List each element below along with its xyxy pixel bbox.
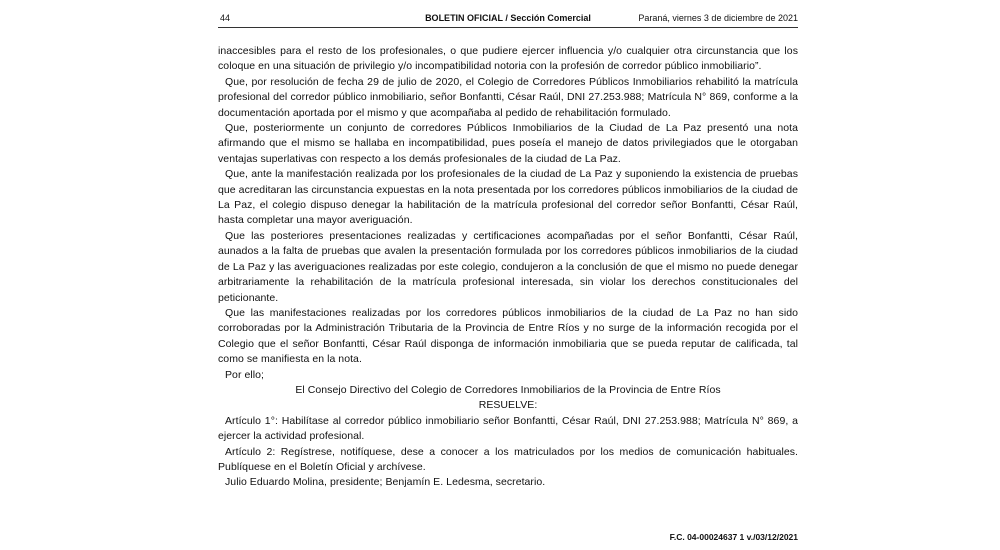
- header-rule: [218, 27, 798, 28]
- signatures: Julio Eduardo Molina, presidente; Benjamín E. Ledesma, secretario.: [225, 476, 546, 489]
- paragraph: inaccesibles para el resto de los profesionales, o que pudiere ejercer influencia y/o cualquier otra circunstancia que los coloque en una situación de privilegio y/o incompatibilidad notoria con la profesión de corredor público inmobiliario”.: [218, 45, 798, 73]
- council-heading: El Consejo Directivo del Colegio de Corredores Inmobiliarios de la Provincia de Entre Ríos: [295, 383, 721, 396]
- paragraph: Que, por resolución de fecha 29 de julio de 2020, el Colegio de Corredores Públicos Inmobiliarios rehabilitó la matrícula profesional del corredor público inmobiliario, señor Bonfantti, César Raúl, DNI 27.253.988; Matrícula N° 869, conforme a la documentación aportada por el mismo y que acompañaba al pedido de rehabilitación formulado.: [218, 75, 798, 119]
- paragraph: Por ello;: [225, 368, 264, 381]
- paragraph: Que, ante la manifestación realizada por los profesionales de la ciudad de La Paz y suponiendo la existencia de pruebas que acreditaran las circunstancia expuestas en la nota presentada por los corredores públicos inmobiliarios de la ciudad de La Paz, el colegio dispuso denegar la habilitación de la matrícula profesional del corredor señor Bonfantti, César Raúl, hasta completar una mayor averiguación.: [218, 168, 798, 227]
- page-number: 44: [220, 13, 231, 23]
- article-paragraph: Artículo 1°: Habilítase al corredor público inmobiliario señor Bonfantti, César Raúl, DNI 27.253.988; Matrícula N° 869, a ejercer la actividad profesional.: [218, 414, 798, 443]
- paragraph: Que las manifestaciones realizadas por los corredores públicos inmobiliarios de la ciudad de La Paz no han sido corroboradas por la Administración Tributaria de la Provincia de Entre Ríos y no surge de la información recogida por el Colegio que el señor Bonfantti, César Raúl disponga de información inmobiliaria que se pueda reputar de calificada, tal como se manifiesta en la nota.: [218, 306, 798, 366]
- paragraph: Que las posteriores presentaciones realizadas y certificaciones acompañadas por el señor Bonfantti, César Raúl, aunados a la falta de pruebas que avalen la presentación formulada por los corredores públicos inmobiliarios de la ciudad de La Paz y las averiguaciones realizadas por este colegio, condujeron a la conclusión de que el mismo no puede denegar arbitrariamente la rehabilitación de la matrícula profesional interesada, sin violar los derechos constitucionales del peticionante.: [218, 229, 798, 304]
- article-paragraph: Artículo 2: Regístrese, notifíquese, dese a conocer a los matriculados por los medios de comunicación habituales. Publíquese en el Boletín Oficial y archívese.: [218, 445, 798, 473]
- paragraph: Que, posteriormente un conjunto de corredores Públicos Inmobiliarios de la Ciudad de La Paz presentó una nota afirmando que el mismo se hallaba en incompatibilidad, pues poseía el manejo de datos privilegiados que le otorgaban ventajas superlativas con respecto a los demás profesionales de la ciudad de La Paz.: [218, 122, 798, 165]
- resolves-heading: RESUELVE:: [478, 399, 538, 412]
- document-body: [218, 44, 798, 491]
- page-header: [218, 11, 798, 25]
- publication-title: BOLETIN OFICIAL / Sección Comercial: [425, 13, 591, 23]
- publication-date: Paraná, viernes 3 de diciembre de 2021: [638, 13, 798, 23]
- publication-code: F.C. 04-00024637 1 v./03/12/2021: [669, 532, 798, 542]
- document-page: [218, 0, 798, 550]
